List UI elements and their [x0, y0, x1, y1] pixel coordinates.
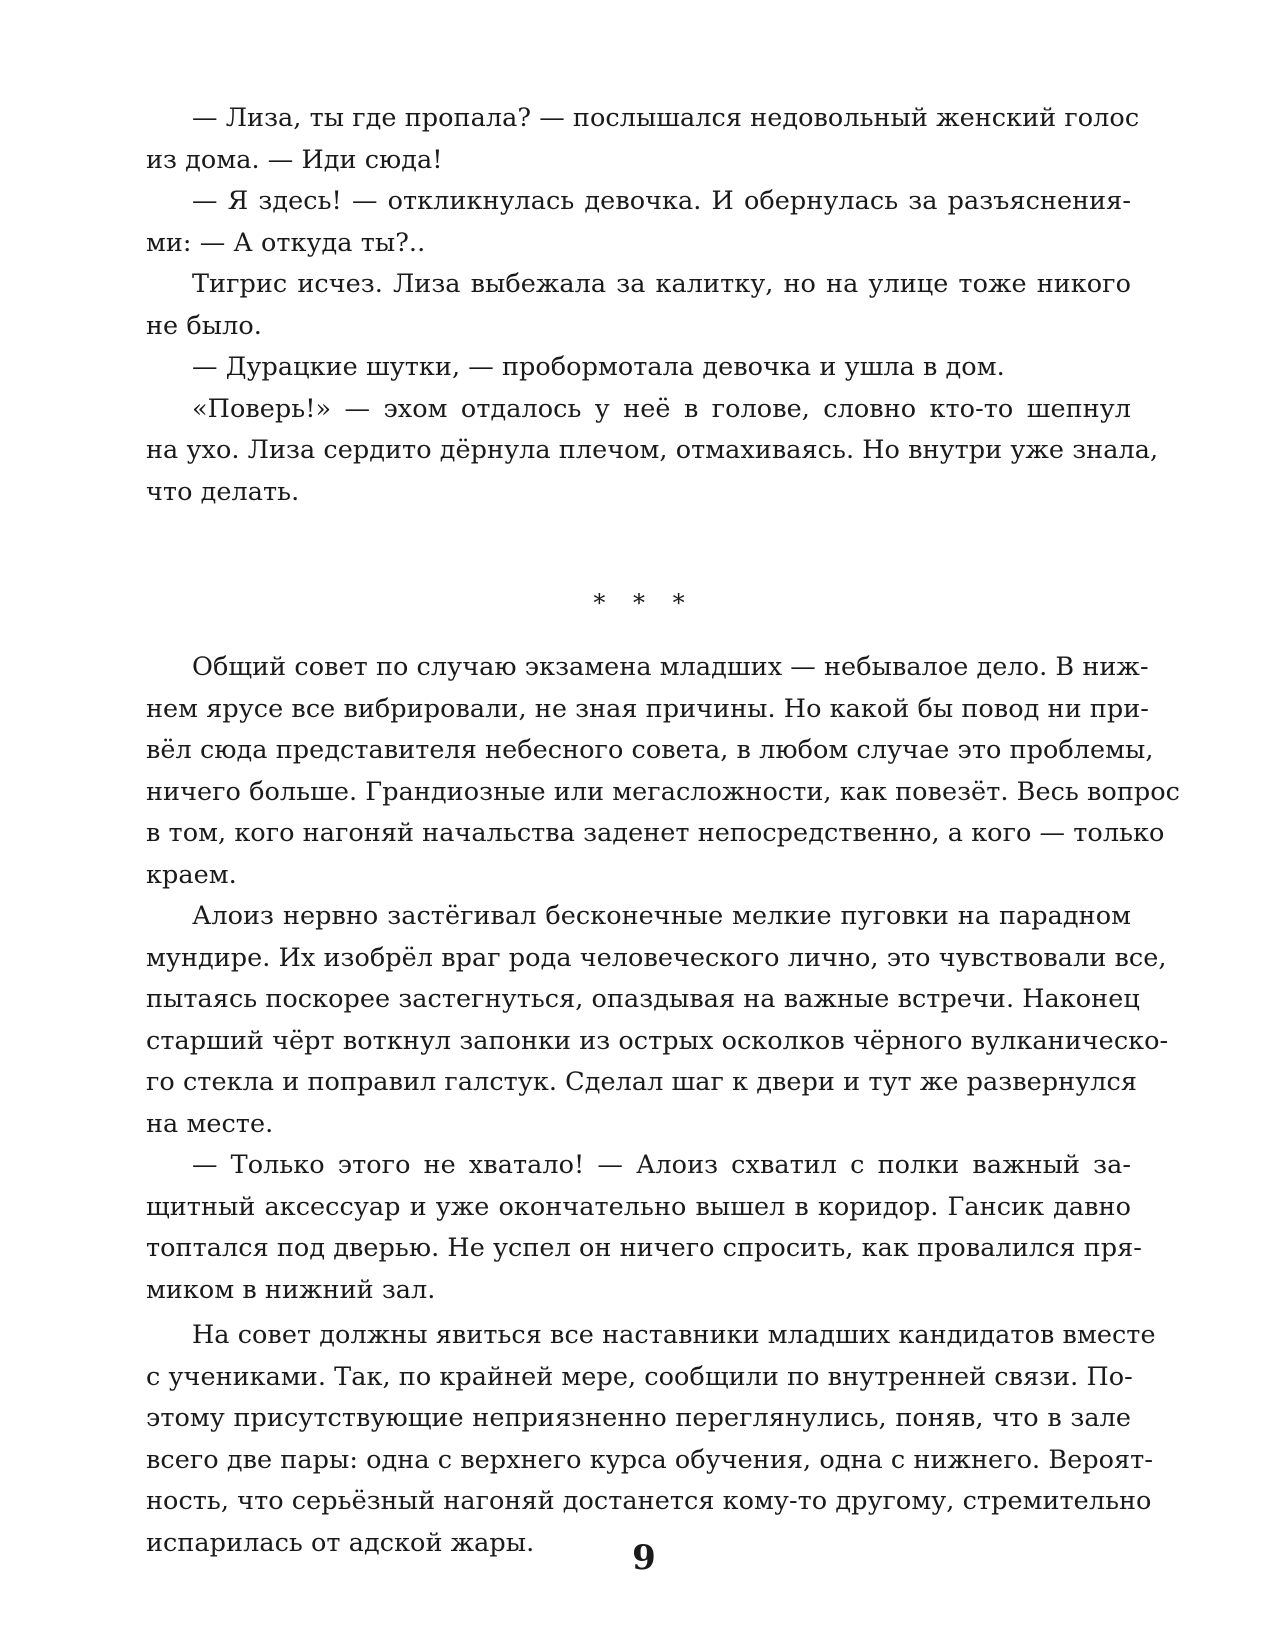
- page-number: 9: [632, 1538, 656, 1578]
- text-line: всего две пары: одна с верхнего курса обучения, одна с нижнего. Вероят-: [146, 1444, 1153, 1475]
- text-line: — Только этого не хватало! — Алоиз схватил с полки важный за-: [192, 1150, 1131, 1180]
- text-line: с учениками. Так, по крайней мере, сообщили по внутренней связи. По-: [146, 1361, 1133, 1392]
- text-line: старший чёрт воткнул запонки из острых осколков чёрного вулканическо-: [146, 1025, 1169, 1056]
- text-line: из дома. — Иди сюда!: [146, 144, 443, 175]
- text-line: не было.: [146, 310, 262, 341]
- text-line: в том, кого нагоняй начальства заденет непосредственно, а кого — только: [146, 818, 1165, 848]
- text-line: ми: — А откуда ты?..: [146, 227, 426, 258]
- text-line: — Лиза, ты где пропала? — послышался недовольный женский голос: [192, 103, 1140, 133]
- text-line: вёл сюда представителя небесного совета, в любом случае это проблемы,: [146, 735, 1154, 765]
- top-section: [146, 98, 1159, 513]
- bottom-section: [146, 647, 1180, 1564]
- text-line: «Поверь!» — эхом отдалось у неё в голове, словно кто-то шепнул: [192, 393, 1131, 424]
- text-line: на ухо. Лиза сердито дёрнула плечом, отмахиваясь. Но внутри уже знала,: [146, 435, 1159, 465]
- text-line: ность, что серьёзный нагоняй достанется кому-то другому, стремительно: [146, 1486, 1152, 1516]
- text-line: испарилась от адской жары.: [146, 1527, 535, 1558]
- text-line: щитный аксессуар и уже окончательно вышел в коридор. Гансик давно: [146, 1191, 1131, 1222]
- text-line: На совет должны явиться все наставники младших кандидатов вместе: [192, 1320, 1156, 1350]
- text-line: что делать.: [146, 476, 300, 507]
- text-line: миком в нижний зал.: [146, 1274, 436, 1305]
- text-line: ничего больше. Грандиозные или мегасложности, как повезёт. Весь вопрос: [146, 776, 1180, 807]
- scene-break: * * *: [593, 589, 695, 617]
- text-line: краем.: [146, 859, 237, 890]
- text-line: — Я здесь! — откликнулась девочка. И обернулась за разъяснения-: [192, 186, 1131, 216]
- text-line: — Дурацкие шутки, — пробормотала девочка и ушла в дом.: [192, 352, 1005, 382]
- text-line: го стекла и поправил галстук. Сделал шаг к двери и тут же развернулся: [146, 1067, 1137, 1097]
- text-line: топтался под дверью. Не успел он ничего спросить, как провалился пря-: [146, 1233, 1142, 1263]
- text-line: Общий совет по случаю экзамена младших — небывалое дело. В ниж-: [192, 652, 1149, 682]
- text-line: этому присутствующие неприязненно переглянулись, поняв, что в зале: [146, 1403, 1131, 1433]
- text-line: на месте.: [146, 1108, 274, 1139]
- text-line: пытаясь поскорее застегнуться, опаздывая на важные встречи. Наконец: [146, 984, 1140, 1014]
- text-line: Алоиз нервно застёгивал бесконечные мелкие пуговки на парадном: [192, 901, 1131, 931]
- text-line: Тигрис исчез. Лиза выбежала за калитку, но на улице тоже никого: [192, 269, 1131, 299]
- text-line: мундире. Их изобрёл враг рода человеческого лично, это чувствовали все,: [146, 942, 1167, 973]
- text-line: нем ярусе все вибрировали, не зная причины. Но какой бы повод ни при-: [146, 693, 1149, 724]
